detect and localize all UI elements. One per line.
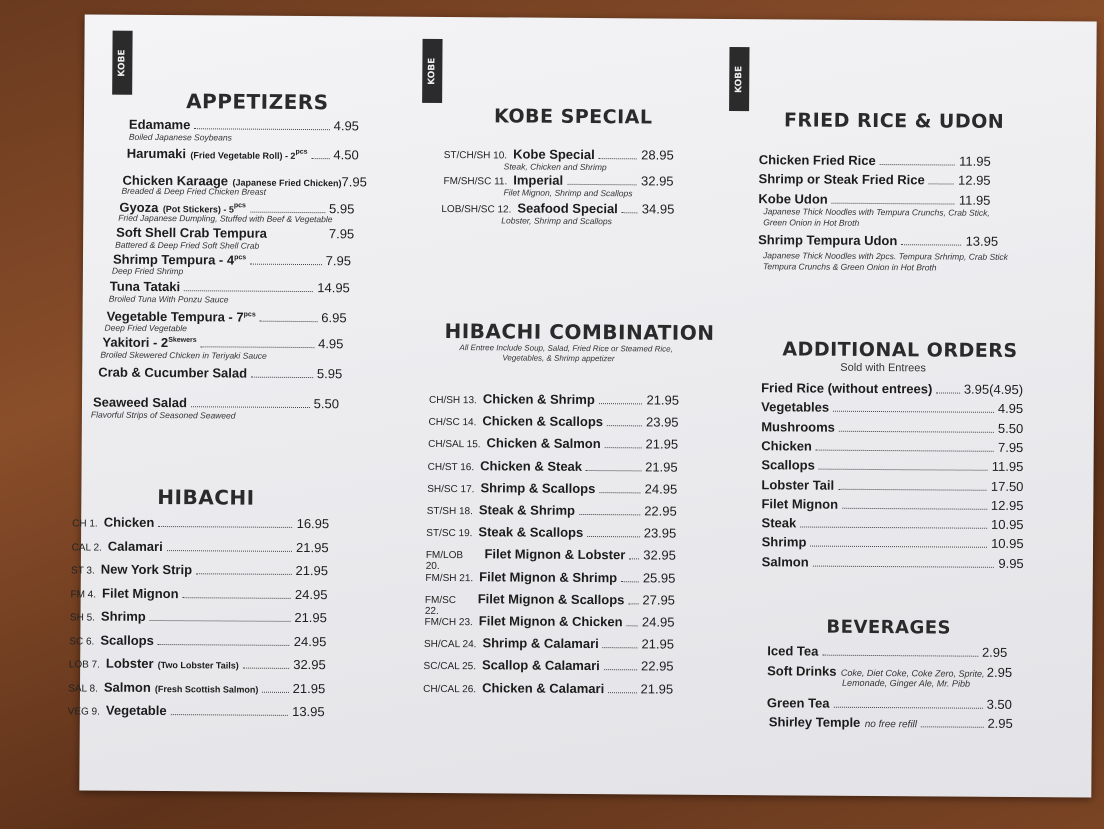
menu-item: Edamame 4.95 xyxy=(128,116,360,134)
menu-item xyxy=(71,561,328,578)
item-description: Flavorful Strips of Seasoned Seaweed xyxy=(90,409,236,421)
item-name: Shrimp xyxy=(761,534,807,550)
item-name: Chicken xyxy=(761,438,812,454)
menu-item xyxy=(70,585,327,602)
item-code: SAL 8. xyxy=(68,682,98,695)
item-name: Filet Mignon xyxy=(761,496,839,512)
dot-leader xyxy=(813,565,995,567)
menu-item xyxy=(761,400,1023,417)
menu-item xyxy=(423,679,673,696)
item-name: Chicken xyxy=(103,514,155,530)
menu-item: Soft Drinks Coke, Diet Coke, Coke Zero, Sprite, 2.95 xyxy=(767,663,1013,680)
menu-item xyxy=(68,679,325,696)
item-name: Vegetable xyxy=(105,702,167,719)
item-name: Chicken & Salmon xyxy=(486,435,601,452)
menu-item xyxy=(761,496,1023,513)
menu-item xyxy=(761,457,1023,474)
hibachi-combination-title: HIBACHI COMBINATION xyxy=(444,318,715,345)
item-description: Japanese Thick Noodles with Tempura Crunchs, Crab Stick, xyxy=(763,206,990,218)
menu-item: Crab & Cucumber Salad 5.95 xyxy=(98,364,343,382)
menu-item: Chicken Karaage (Japanese Fried Chicken) 7.95 xyxy=(122,172,367,190)
menu-item xyxy=(428,457,678,474)
item-price: 24.95 xyxy=(641,614,675,630)
item-description: Filet Mignon, Shrimp and Scallops xyxy=(503,187,633,199)
dot-leader xyxy=(587,536,640,537)
item-description: Breaded & Deep Fried Chicken Breast xyxy=(121,185,267,197)
dot-leader xyxy=(607,425,642,426)
dot-leader xyxy=(819,469,988,471)
menu-column-left xyxy=(67,14,414,792)
item-price: 25.95 xyxy=(642,569,676,586)
item-price: 23.95 xyxy=(643,525,677,541)
menu-item xyxy=(70,608,327,625)
item-code: SH/CAL 24. xyxy=(423,639,477,651)
item-name: Shrimp & Calamari xyxy=(482,635,599,652)
beverages-title: BEVERAGES xyxy=(826,616,952,639)
menu-item xyxy=(427,502,677,519)
dot-leader xyxy=(810,546,987,548)
item-code: CH 1. xyxy=(72,518,98,530)
item-price: 21.95 xyxy=(646,392,680,408)
menu-item xyxy=(761,419,1023,436)
item-name: Chicken & Shrimp xyxy=(482,391,595,408)
item-code: FM 4. xyxy=(70,588,97,601)
item-name: Calamari xyxy=(107,538,163,554)
item-price: 21.95 xyxy=(641,636,675,652)
appetizers-title: APPETIZERS xyxy=(186,89,329,115)
item-code: VEG 9. xyxy=(67,706,100,718)
menu-item xyxy=(761,477,1023,494)
dot-leader xyxy=(579,514,640,515)
dot-leader xyxy=(838,488,987,490)
item-code: SH/SC 17. xyxy=(427,483,475,496)
item-description: Lemonade, Ginger Ale, Mr. Pibb xyxy=(842,677,971,689)
item-name: Chicken & Scallops xyxy=(482,413,604,430)
item-description: Green Onion in Hot Broth xyxy=(763,217,860,228)
item-price: 16.95 xyxy=(296,515,330,532)
item-price: 21.95 xyxy=(295,562,329,579)
item-code: SH 5. xyxy=(69,612,95,624)
menu-item: Shirley Temple no free refill 2.95 xyxy=(768,714,1013,731)
hibachi-combination-subtitle: Vegetables, & Shrimp appetizer xyxy=(502,353,615,364)
item-name: Scallops xyxy=(100,632,154,648)
item-price: 11.95 xyxy=(991,459,1024,475)
menu-item: FM/SH/SC 11. Imperial 32.95 xyxy=(443,172,674,189)
item-code: ST/SH 18. xyxy=(426,505,473,518)
item-price: 22.95 xyxy=(644,503,677,519)
item-name: Steak & Shrimp xyxy=(478,502,576,518)
menu-item: Yakitori - $2^{Skewers}$ 4.95 xyxy=(102,334,344,352)
menu-item: Iced Tea 2.95 xyxy=(767,643,1008,660)
item-description: Battered & Deep Fried Soft Shell Crab xyxy=(115,239,260,251)
item-price: 24.95 xyxy=(644,481,678,497)
menu-item: LOB/SH/SC 12. Seafood Special 34.95 xyxy=(441,200,675,217)
dot-leader xyxy=(243,668,289,669)
item-name: Vegetables xyxy=(761,399,830,415)
menu-item: Shrimp or Steak Fried Rice 12.95 xyxy=(758,171,991,188)
item-price: 24.95 xyxy=(293,633,327,649)
menu-item: Gyoza (Pot Stickers) - $5^{pcs}$ 5.95 xyxy=(119,199,355,217)
menu-paper xyxy=(67,14,1096,797)
dot-leader xyxy=(262,691,288,692)
dot-leader xyxy=(171,714,289,716)
dot-leader xyxy=(604,670,637,671)
item-price: 3.95(4.95) xyxy=(963,381,1024,398)
menu-item xyxy=(69,632,326,649)
dot-leader xyxy=(839,430,994,432)
dot-leader xyxy=(196,573,291,575)
kobe-logo: KOBE xyxy=(422,39,442,103)
menu-item: Shrimp Tempura Udon 13.95 xyxy=(758,232,999,249)
item-price: 10.95 xyxy=(990,516,1024,533)
menu-item xyxy=(762,554,1024,571)
item-price: 9.95 xyxy=(998,555,1024,571)
menu-item xyxy=(761,438,1023,455)
item-code: LOB 7. xyxy=(68,659,100,671)
item-price: 32.95 xyxy=(643,547,676,564)
dot-leader xyxy=(816,449,994,451)
item-price: 21.95 xyxy=(296,539,329,555)
item-price: 21.95 xyxy=(292,680,326,696)
menu-item: Tuna Tataki 14.95 xyxy=(109,278,350,296)
item-name: Steak & Scallops xyxy=(478,524,584,541)
item-price: 4.95 xyxy=(997,401,1024,417)
item-description: Boiled Japanese Soybeans xyxy=(128,131,232,143)
item-code: SC 6. xyxy=(69,635,95,648)
dot-leader xyxy=(158,644,290,646)
item-price: 27.95 xyxy=(642,592,675,608)
item-description: Broiled Tuna With Ponzu Sauce xyxy=(108,293,229,305)
item-code: FM/SC 22. xyxy=(424,594,457,617)
item-name: New York Strip xyxy=(100,561,193,578)
menu-column-right xyxy=(719,19,1096,798)
dot-leader xyxy=(629,559,639,560)
dot-leader xyxy=(183,597,291,599)
item-name: Shrimp xyxy=(100,608,146,624)
item-name: Scallops xyxy=(761,457,815,473)
item-code: ST/SC 19. xyxy=(426,528,473,540)
item-price: 22.95 xyxy=(640,658,674,674)
item-price: 5.50 xyxy=(997,420,1024,436)
item-price: 7.95 xyxy=(997,439,1024,455)
kobe-logo: KOBE xyxy=(729,47,749,111)
menu-item: Seaweed Salad 5.50 xyxy=(92,394,340,412)
menu-item: Shrimp Tempura - $4^{pcs}$ 7.95 xyxy=(112,251,352,269)
menu-item xyxy=(762,515,1024,532)
item-code: CH/SC 14. xyxy=(428,417,477,429)
item-name: Fried Rice (without entrees) xyxy=(761,380,933,397)
menu-item: Harumaki (Fried Vegetable Roll) - $2^{pcs}$ 4.50 xyxy=(126,145,359,163)
dot-leader xyxy=(800,527,987,529)
item-name: Shrimp & Scallops xyxy=(480,480,596,496)
item-code: CAL 2. xyxy=(71,541,102,554)
hibachi-combination-subtitle: All Entree Include Soup, Salad, Fried Rice or Steamed Rice, xyxy=(459,343,673,354)
item-name: Mushrooms xyxy=(761,418,835,435)
menu-item: Green Tea 3.50 xyxy=(766,695,1012,712)
item-description: Broiled Skewered Chicken in Teriyaki Sauce xyxy=(100,349,267,361)
item-price: 32.95 xyxy=(293,656,326,673)
item-price: 17.50 xyxy=(990,478,1024,494)
item-name: Chicken & Calamari xyxy=(482,679,605,696)
menu-item xyxy=(425,568,675,585)
dot-leader xyxy=(599,403,643,404)
dot-leader xyxy=(586,470,641,471)
item-price: 21.95 xyxy=(645,458,678,475)
menu-item xyxy=(427,480,677,497)
item-description: Tempura Crunchs & Green Onion in Hot Broth xyxy=(762,261,937,273)
item-price: 24.95 xyxy=(294,586,328,602)
item-description: Lobster, Shrimp and Scallops xyxy=(501,215,612,227)
item-note: (Fresh Scottish Salmon) xyxy=(154,683,259,695)
item-description: Fried Japanese Dumpling, Stuffed with Beef & Vegetable xyxy=(118,212,333,225)
menu-item: Kobe Udon 11.95 xyxy=(758,191,991,208)
item-code: CH/SH 13. xyxy=(428,394,477,407)
menu-item: Chicken Fried Rice 11.95 xyxy=(758,152,991,169)
item-name: Salmon xyxy=(103,679,151,695)
dot-leader xyxy=(621,581,639,582)
item-price: 10.95 xyxy=(991,536,1024,552)
menu-item: Vegetable Tempura - $7^{pcs}$ 6.95 xyxy=(106,308,347,326)
item-price: 23.95 xyxy=(645,414,679,430)
menu-item: ST/CH/SH 10. Kobe Special 28.95 xyxy=(443,146,674,163)
item-name: Filet Mignon & Scallops xyxy=(477,591,625,608)
item-name: Filet Mignon & Shrimp xyxy=(479,568,618,585)
item-name: Steak xyxy=(761,515,797,531)
menu-column-middle xyxy=(414,17,754,795)
menu-item xyxy=(72,514,329,531)
item-code: CH/CAL 26. xyxy=(423,683,477,695)
dot-leader xyxy=(603,647,638,648)
item-code: FM/CH 23. xyxy=(424,616,473,629)
item-name: Scallop & Calamari xyxy=(481,657,600,674)
item-name: Lobster Tail xyxy=(761,476,835,493)
menu-item xyxy=(428,435,678,452)
menu-item xyxy=(69,655,326,672)
hibachi-title: HIBACHI xyxy=(157,484,255,510)
dot-leader xyxy=(608,692,636,693)
menu-item xyxy=(72,538,329,555)
dot-leader xyxy=(599,492,640,493)
menu-item xyxy=(424,613,674,630)
item-price: 21.95 xyxy=(294,609,327,626)
fried-rice-udon-title: FRIED RICE & UDON xyxy=(783,109,1005,133)
additional-orders-subtitle: Sold with Entrees xyxy=(840,361,926,375)
item-code: CH/SAL 15. xyxy=(428,439,481,451)
menu-item xyxy=(429,413,679,430)
kobe-logo: KOBE xyxy=(112,31,132,95)
item-description: Deep Fried Shrimp xyxy=(111,265,184,277)
menu-item xyxy=(426,524,676,541)
item-name: Salmon xyxy=(761,553,809,570)
item-price: 13.95 xyxy=(292,703,325,720)
item-code: SC/CAL 25. xyxy=(423,661,477,673)
kobe-special-title: KOBE SPECIAL xyxy=(493,105,653,129)
item-description: Japanese Thick Noodles with 2pcs. Tempura Srhrimp, Crab Stick xyxy=(763,250,1008,262)
dot-leader xyxy=(167,550,292,552)
item-price: 21.95 xyxy=(640,680,674,697)
item-note: (Two Lobster Tails) xyxy=(157,660,239,671)
item-name: Chicken & Steak xyxy=(480,457,583,474)
menu-item xyxy=(424,657,674,674)
item-name: Filet Mignon & Lobster xyxy=(484,546,626,563)
item-price: 12.95 xyxy=(990,497,1024,513)
menu-item xyxy=(424,635,674,652)
dot-leader xyxy=(936,392,960,393)
dot-leader xyxy=(150,620,291,622)
dot-leader xyxy=(833,411,994,413)
menu-item xyxy=(761,380,1023,397)
item-code: FM/LOB 20. xyxy=(425,550,464,573)
item-description: Deep Fried Vegetable xyxy=(104,322,187,334)
dot-leader xyxy=(842,508,987,510)
item-code: CH/ST 16. xyxy=(427,461,475,473)
item-description: Steak, Chicken and Shrimp xyxy=(503,161,607,173)
dot-leader xyxy=(627,625,638,626)
additional-orders-title: ADDITIONAL ORDERS xyxy=(782,338,1018,362)
menu-item: Soft Shell Crab Tempura 7.95 xyxy=(116,224,355,242)
dot-leader xyxy=(605,448,642,449)
item-price: 21.95 xyxy=(645,436,679,453)
item-code: FM/SH 21. xyxy=(425,572,474,584)
dot-leader xyxy=(628,603,638,604)
dot-leader xyxy=(158,526,292,528)
item-name: Lobster xyxy=(105,655,154,671)
item-name: Filet Mignon xyxy=(102,585,179,601)
menu-item xyxy=(429,391,679,408)
item-name: Filet Mignon & Chicken xyxy=(478,613,623,630)
menu-item xyxy=(68,702,325,719)
item-code: ST 3. xyxy=(71,565,95,577)
menu-item xyxy=(762,535,1024,552)
